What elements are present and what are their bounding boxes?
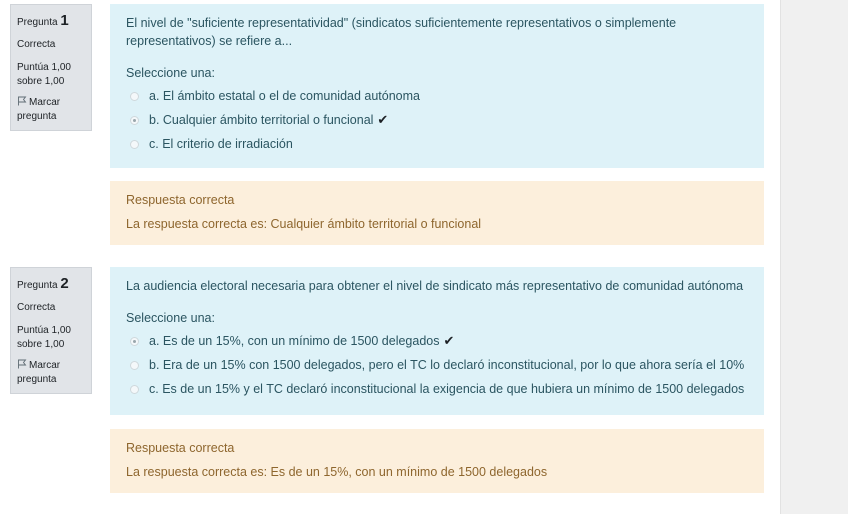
flag-icon [17,359,27,369]
radio-button[interactable] [130,140,139,149]
flag-question-link[interactable] [17,96,85,124]
correct-check-icon: ✔ [377,112,389,127]
question-formulation-1 [110,4,764,168]
feedback-answer: La respuesta correcta es: Es de un 15%, con un mínimo de 1500 delegados [126,465,548,479]
answer-prompt: Seleccione una: [126,311,215,325]
option-label: c. El criterio de irradiación [149,137,293,151]
option-label: b. Cualquier ámbito territorial o funcional [149,113,374,127]
question-info-2 [10,267,92,394]
flag-label-2: pregunta [17,111,57,122]
right-panel [780,0,848,514]
correct-check-icon: ✔ [443,333,455,348]
radio-button-selected[interactable] [130,337,139,346]
option-label: b. Era de un 15% con 1500 delegados, pero el TC lo declaró inconstitucional, por lo que ahora sería el 10% [149,358,745,372]
question-label: Pregunta [17,280,58,291]
radio-button[interactable] [130,385,139,394]
feedback-title: Respuesta correcta [126,193,235,207]
question-number [17,275,85,292]
grade-line-2: sobre 1,00 [17,339,65,350]
answer-option-a[interactable] [126,329,748,353]
feedback-answer: La respuesta correcta es: Cualquier ámbito territorial o funcional [126,217,482,231]
question-text: El nivel de "suficiente representatividad" (sindicatos suficientemente representativos o simplemente representativos) se refiere a... [126,16,677,48]
question-grade [17,324,85,352]
question-state: Correcta [17,39,56,50]
answer-option-a[interactable] [126,84,748,108]
flag-label-1: Marcar [29,360,61,371]
feedback-title: Respuesta correcta [126,441,235,455]
radio-button-selected[interactable] [130,116,139,125]
option-label: a. Es de un 15%, con un mínimo de 1500 delegados [149,334,440,348]
answer-prompt: Seleccione una: [126,66,215,80]
question-text: La audiencia electoral necesaria para obtener el nivel de sindicato más representativo de comunidad autónoma [126,279,744,293]
answer-option-c[interactable] [126,132,748,156]
question-grade [17,61,85,89]
question-info-1 [10,4,92,131]
flag-question-link[interactable] [17,359,85,387]
flag-icon [17,96,27,106]
question-formulation-2 [110,267,764,415]
radio-button[interactable] [130,361,139,370]
question-number [17,12,85,29]
answer-option-c[interactable] [126,377,748,401]
flag-label-1: Marcar [29,97,61,108]
flag-label-2: pregunta [17,374,57,385]
option-label: a. El ámbito estatal o el de comunidad autónoma [149,89,421,103]
question-number-value: 2 [60,275,69,292]
radio-button[interactable] [130,92,139,101]
grade-line-1: Puntúa 1,00 [17,325,71,336]
answer-option-b[interactable] [126,108,748,132]
answer-option-b[interactable] [126,353,748,377]
question-number-value: 1 [60,12,69,29]
option-label: c. Es de un 15% y el TC declaró inconstitucional la exigencia de que hubiera un mínimo de 1500 delegados [149,382,745,396]
grade-line-2: sobre 1,00 [17,76,65,87]
question-label: Pregunta [17,17,58,28]
question-state: Correcta [17,302,56,313]
question-feedback-2 [110,429,764,493]
grade-line-1: Puntúa 1,00 [17,62,71,73]
question-feedback-1 [110,181,764,245]
